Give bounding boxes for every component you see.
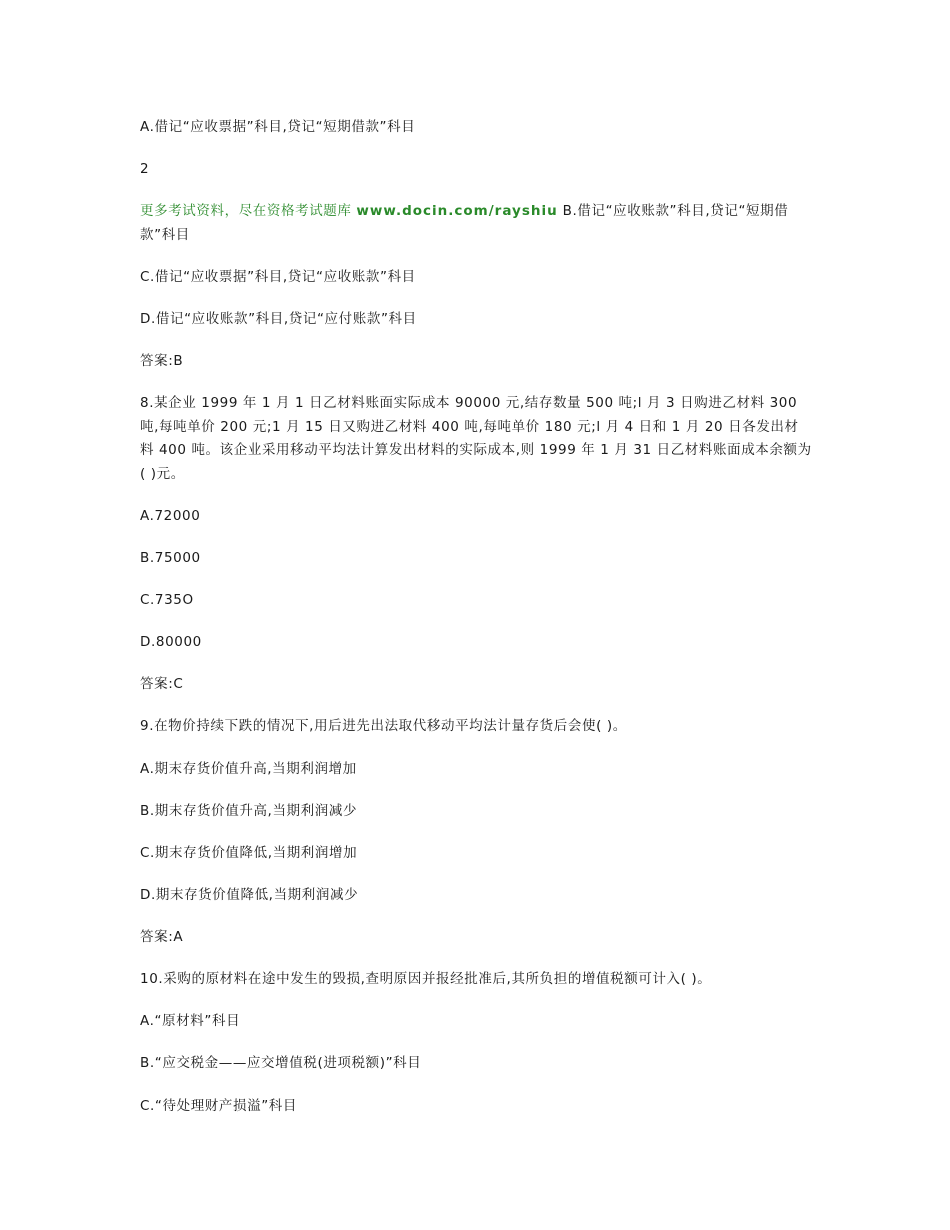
- q9-option-a: A.期末存货价值升高,当期利润增加: [140, 761, 357, 777]
- q9-option-c: C.期末存货价值降低,当期利润增加: [140, 845, 358, 861]
- q9-option-d: D.期末存货价值降低,当期利润减少: [140, 887, 359, 903]
- q8-option-b: B.75000: [140, 550, 201, 566]
- q8-option-c: C.735O: [140, 592, 194, 608]
- q9-option-b: B.期末存货价值升高,当期利润减少: [140, 803, 358, 819]
- ad-text: 更多考试资料，尽在资格考试题库: [140, 203, 352, 219]
- q10-option-b: B.“应交税金——应交增值税(进项税额)”科目: [140, 1055, 422, 1071]
- option-b-accounting-entry: B.借记“应收账款”科目,贷记“短期借款”科目: [140, 203, 789, 243]
- answer-8: 答案:C: [140, 676, 184, 692]
- option-a-accounting-entry: A.借记“应收票据”科目,贷记“短期借款”科目: [140, 119, 416, 135]
- page-number: 2: [140, 161, 150, 177]
- q10-option-c: C.“待处理财产损溢”科目: [140, 1098, 298, 1114]
- answer-9: 答案:A: [140, 929, 184, 945]
- question-8: 8.某企业 1999 年 1 月 1 日乙材料账面实际成本 90000 元,结存数量 500 吨;l 月 3 日购进乙材料 300 吨,每吨单价 200 元;1 月 15 日又购进乙材料 400 吨,每吨单价 180 元;l 月 4 日和 1 月 20 日各发出材料 400 吨。该企业采用移动平均法计算发出材料的实际成本,则 1999 年 1 月 31 日乙材料账面成本余额为( )元。: [140, 395, 812, 482]
- question-9: 9.在物价持续下跌的情况下,用后进先出法取代移动平均法计量存货后会使( )。: [140, 718, 627, 734]
- ad-link[interactable]: www.docin.com/rayshiu: [356, 203, 558, 219]
- option-d-accounting-entry: D.借记“应收账款”科目,贷记“应付账款”科目: [140, 311, 417, 327]
- question-10: 10.采购的原材料在途中发生的毁损,查明原因并报经批准后,其所负担的增值税额可计入( )。: [140, 971, 712, 987]
- answer-7: 答案:B: [140, 353, 184, 369]
- q8-option-a: A.72000: [140, 508, 201, 524]
- q8-option-d: D.80000: [140, 634, 202, 650]
- q10-option-a: A.“原材料”科目: [140, 1013, 241, 1029]
- ad-and-option-b-paragraph: [140, 200, 812, 247]
- option-c-accounting-entry: C.借记“应收票据”科目,贷记“应收账款”科目: [140, 269, 416, 285]
